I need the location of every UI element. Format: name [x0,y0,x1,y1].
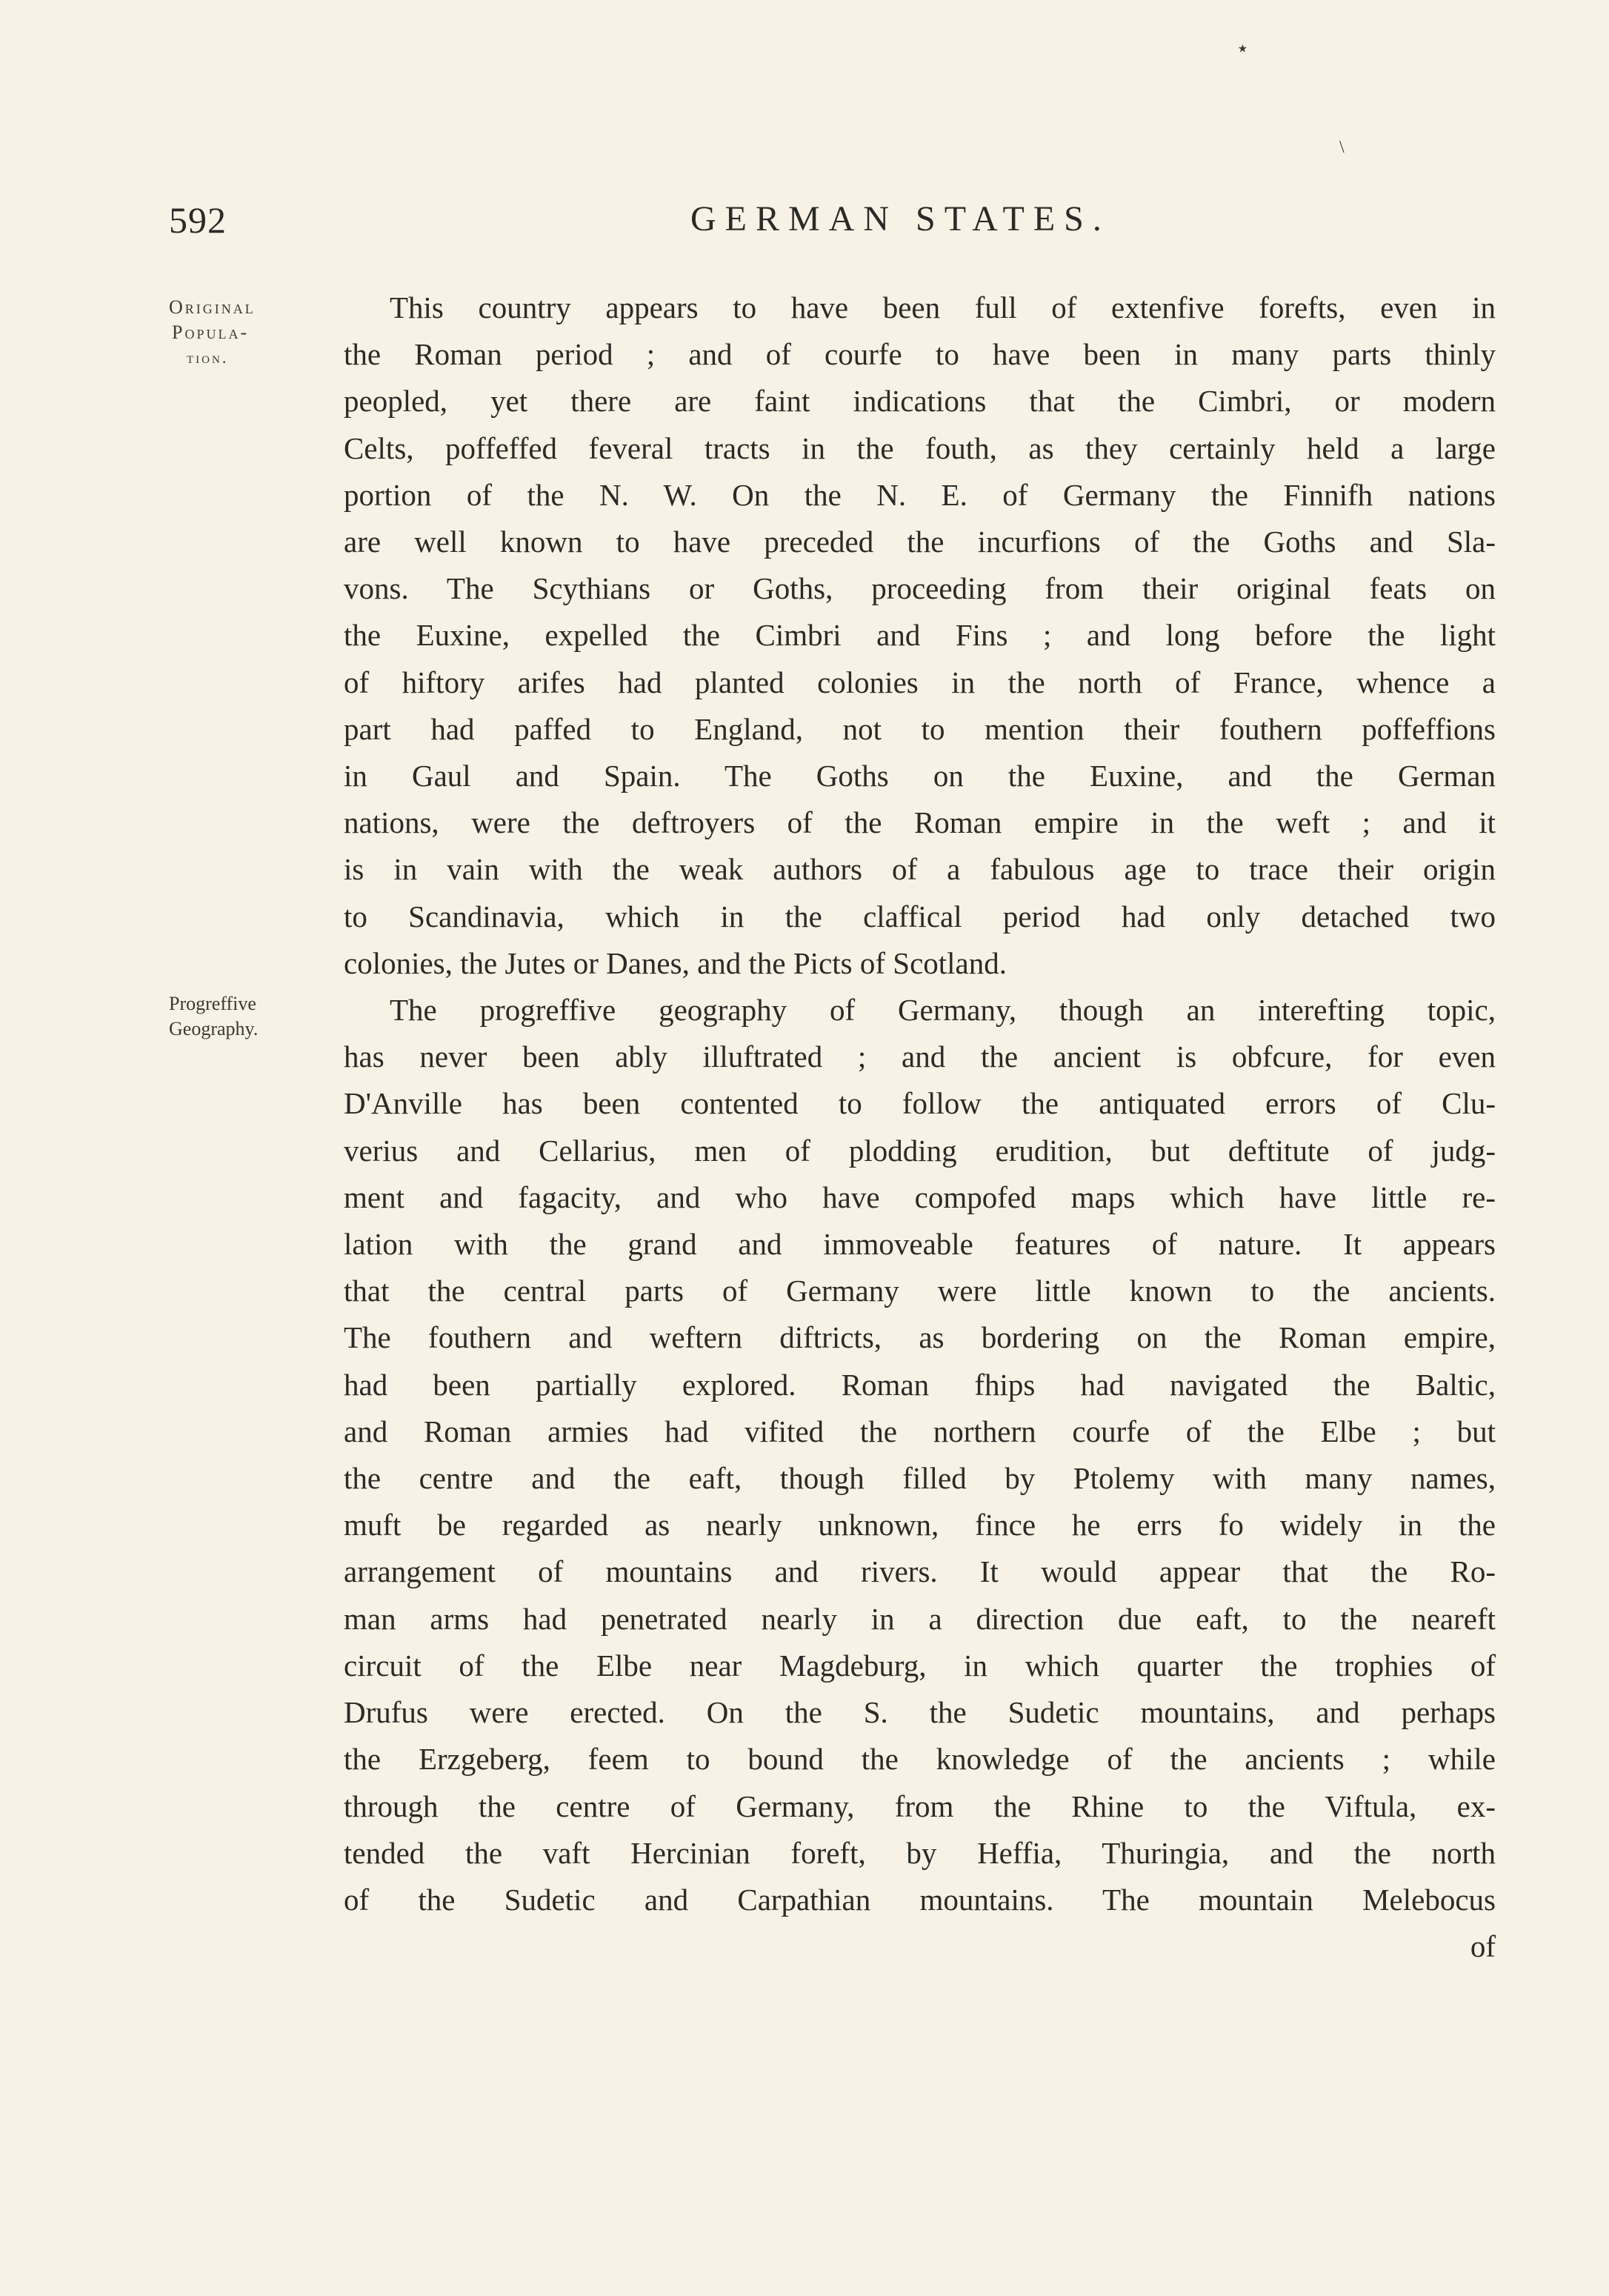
text-line: had been partially explored. Roman fhips had navigated the Baltic, [344,1367,1496,1402]
margin-note-line: Popula- [172,322,250,343]
text-line: Celts, poffeffed feveral tracts in the fouth, as they certainly held a large [344,430,1496,465]
text-line: tended the vaft Hercinian foreft, by Heffia, Thuringia, and the north [344,1835,1496,1870]
text-line: of the Sudetic and Carpathian mountains. The mountain Melebocus [344,1882,1496,1917]
catchword: of [1470,1929,1496,1964]
text-line: part had paffed to England, not to mention their fouthern poffeffions [344,711,1496,746]
text-line: the Erzgeberg, feem to bound the knowledge of the ancients ; while [344,1742,1496,1777]
text-line: through the centre of Germany, from the Rhine to the Viftula, ex- [344,1788,1496,1823]
text-line: verius and Cellarius, men of plodding erudition, but deftitute of judg- [344,1133,1496,1168]
text-line: portion of the N. W. On the N. E. of Germany the Finnifh nations [344,477,1496,512]
margin-note-line: Geography. [169,1018,259,1039]
text-line: man arms had penetrated nearly in a direction due eaft, to the neareft [344,1601,1496,1636]
text-line: has never been ably illuftrated ; and the ancient is obfcure, for even [344,1039,1496,1074]
text-line: in Gaul and Spain. The Goths on the Euxine, and the German [344,759,1496,793]
text-line: nations, were the deftroyers of the Roman empire in the weft ; and it [344,805,1496,840]
ink-speck: \ [1339,138,1345,157]
text-line: is in vain with the weak authors of a fabulous age to trace their origin [344,852,1496,887]
text-line: the centre and the eaft, though filled by Ptolemy with many names, [344,1461,1496,1496]
text-line: to Scandinavia, which in the claffical period had only detached two [344,899,1496,934]
paragraph-progressive-geography [344,987,1496,1923]
text-line: and Roman armies had vifited the northern courfe of the Elbe ; but [344,1414,1496,1448]
text-line: The progreffive geography of Germany, though an interefting topic, [390,993,1496,1028]
margin-note-line: Progreffive [169,993,256,1014]
text-line: circuit of the Elbe near Magdeburg, in which quarter the trophies of [344,1648,1496,1683]
text-line: are well known to have preceded the incurfions of the Goths and Sla- [344,525,1496,559]
text-line: The fouthern and weftern diftricts, as bordering on the Roman empire, [344,1320,1496,1355]
body-text [344,284,1496,1970]
ink-speck: ⋆ [1236,36,1250,61]
text-line: lation with the grand and immoveable features of nature. It appears [344,1227,1496,1262]
text-line: muft be regarded as nearly unknown, fince he errs fo widely in the [344,1508,1496,1543]
text-line: arrangement of mountains and rivers. It would appear that the Ro- [344,1554,1496,1589]
text-line: the Roman period ; and of courfe to have been in many parts thinly [344,337,1496,372]
text-line: vons. The Scythians or Goths, proceeding from their original feats on [344,571,1496,606]
text-line: ment and fagacity, and who have compofed maps which have little re- [344,1179,1496,1214]
margin-note-progressive-geography [169,991,324,1042]
margin-note-original-population [169,295,324,370]
text-line: D'Anville has been contented to follow the antiquated errors of Clu- [344,1086,1496,1121]
paragraph-original-population [344,284,1496,987]
text-line: of hiftory arifes had planted colonies in the north of France, whence a [344,665,1496,699]
margin-note-line: tion. [187,348,229,367]
page-number: 592 [169,199,227,241]
margin-note-line: Original [169,296,256,318]
running-head: GERMAN STATES. [690,199,1110,239]
text-line: the Euxine, expelled the Cimbri and Fins ; and long before the light [344,618,1496,653]
text-line: This country appears to have been full of extenfive forefts, even in [390,290,1496,325]
text-line: that the central parts of Germany were little known to the ancients. [344,1274,1496,1308]
text-line: peopled, yet there are faint indications that the Cimbri, or modern [344,384,1496,419]
text-line: Drufus were erected. On the S. the Sudetic mountains, and perhaps [344,1695,1496,1730]
text-line: colonies, the Jutes or Danes, and the Picts of Scotland. [344,945,1007,980]
